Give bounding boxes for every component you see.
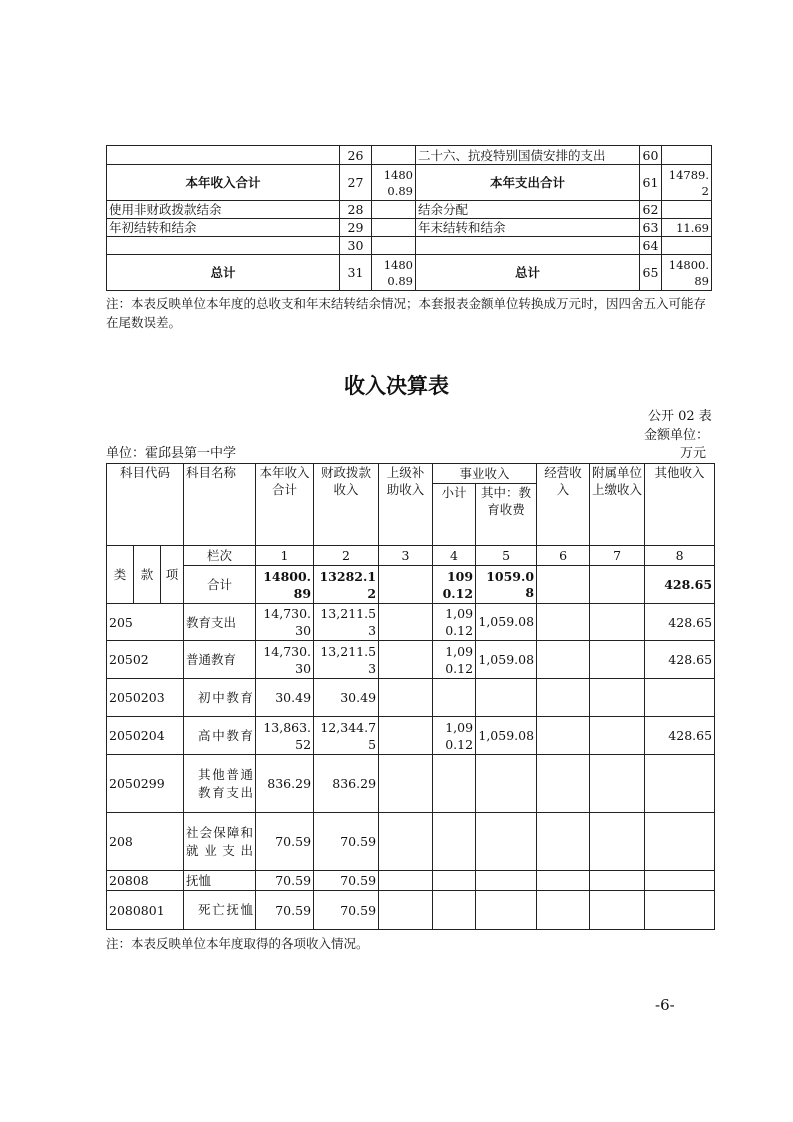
table-header-row bbox=[107, 464, 715, 484]
subject-name: 死亡抚恤 bbox=[184, 891, 256, 930]
subject-code: 2050204 bbox=[107, 717, 184, 755]
row-fiscal: 30.49 bbox=[314, 679, 379, 717]
subject-name: 高中教育 bbox=[184, 717, 256, 755]
table-row bbox=[107, 871, 715, 891]
right-line: 60 bbox=[640, 146, 662, 165]
left-line: 26 bbox=[340, 146, 372, 165]
amount-unit-value: 万元 bbox=[680, 446, 707, 461]
header-upper-subsidy: 上级补助收入 bbox=[379, 464, 433, 546]
row-edu-fee: 1,059.08 bbox=[476, 717, 537, 755]
right-line: 65 bbox=[640, 255, 662, 291]
class-label: 类 bbox=[107, 546, 134, 604]
total-upper-subsidy bbox=[379, 566, 433, 604]
row-total: 30.49 bbox=[256, 679, 314, 717]
row-upper-subsidy bbox=[379, 813, 433, 871]
col-number: 5 bbox=[476, 546, 537, 566]
subject-code: 205 bbox=[107, 604, 184, 641]
row-fiscal: 70.59 bbox=[314, 891, 379, 930]
header-subject-code: 科目代码 bbox=[107, 464, 184, 546]
subject-name: 抚恤 bbox=[184, 871, 256, 891]
row-fiscal: 70.59 bbox=[314, 813, 379, 871]
page-number: -6- bbox=[655, 996, 675, 1014]
right-label: 年末结转和结余 bbox=[416, 219, 640, 237]
total-affiliated bbox=[590, 566, 645, 604]
total-other: 428.65 bbox=[645, 566, 715, 604]
left-label bbox=[107, 146, 340, 165]
subject-code: 2050299 bbox=[107, 755, 184, 813]
row-operating bbox=[537, 641, 590, 679]
right-label: 结余分配 bbox=[416, 201, 640, 219]
row-upper-subsidy bbox=[379, 679, 433, 717]
row-total: 70.59 bbox=[256, 891, 314, 930]
item-label: 项 bbox=[161, 546, 184, 604]
total-edu-fee: 1059.08 bbox=[476, 566, 537, 604]
table-row bbox=[107, 679, 715, 717]
row-upper-subsidy bbox=[379, 717, 433, 755]
row-edu-fee bbox=[476, 755, 537, 813]
left-label: 本年收入合计 bbox=[107, 165, 340, 201]
row-subtotal bbox=[433, 679, 476, 717]
row-affiliated bbox=[590, 871, 645, 891]
left-amount bbox=[372, 219, 416, 237]
row-total: 13,863.52 bbox=[256, 717, 314, 755]
table-row bbox=[107, 813, 715, 871]
table-row bbox=[107, 755, 715, 813]
row-operating bbox=[537, 604, 590, 641]
right-line: 63 bbox=[640, 219, 662, 237]
row-upper-subsidy bbox=[379, 871, 433, 891]
table-row bbox=[107, 717, 715, 755]
left-line: 28 bbox=[340, 201, 372, 219]
row-upper-subsidy bbox=[379, 604, 433, 641]
row-total: 70.59 bbox=[256, 871, 314, 891]
left-amount bbox=[372, 201, 416, 219]
row-total: 14,730.30 bbox=[256, 604, 314, 641]
right-line: 62 bbox=[640, 201, 662, 219]
table-row bbox=[107, 237, 712, 255]
row-fiscal: 70.59 bbox=[314, 871, 379, 891]
row-operating bbox=[537, 717, 590, 755]
subject-code: 208 bbox=[107, 813, 184, 871]
left-amount bbox=[372, 237, 416, 255]
total-row bbox=[107, 566, 715, 604]
row-fiscal: 13,211.53 bbox=[314, 604, 379, 641]
header-total: 本年收入合计 bbox=[256, 464, 314, 546]
row-subtotal: 1,090.12 bbox=[433, 604, 476, 641]
table-row bbox=[107, 255, 712, 291]
subject-name: 教育支出 bbox=[184, 604, 256, 641]
income-expense-summary-table bbox=[106, 145, 712, 291]
total-fiscal: 13282.12 bbox=[314, 566, 379, 604]
table-row bbox=[107, 604, 715, 641]
page-title: 收入决算表 bbox=[344, 374, 449, 398]
right-label: 二十六、抗疫特别国债安排的支出 bbox=[416, 146, 640, 165]
row-other bbox=[645, 891, 715, 930]
row-operating bbox=[537, 871, 590, 891]
row-total: 836.29 bbox=[256, 755, 314, 813]
row-affiliated bbox=[590, 755, 645, 813]
right-label: 总计 bbox=[416, 255, 640, 291]
right-amount bbox=[662, 146, 712, 165]
row-other bbox=[645, 871, 715, 891]
row-affiliated bbox=[590, 641, 645, 679]
left-line: 29 bbox=[340, 219, 372, 237]
total-row-label: 合计 bbox=[184, 566, 256, 604]
header-edu-fee: 其中：教育收费 bbox=[476, 484, 537, 546]
left-amount: 14800.89 bbox=[372, 255, 416, 291]
right-label bbox=[416, 237, 640, 255]
row-affiliated bbox=[590, 604, 645, 641]
header-fiscal: 财政拨款收入 bbox=[314, 464, 379, 546]
col-number: 6 bbox=[537, 546, 590, 566]
header-other: 其他收入 bbox=[645, 464, 715, 546]
col-number: 2 bbox=[314, 546, 379, 566]
row-fiscal: 12,344.75 bbox=[314, 717, 379, 755]
row-total: 70.59 bbox=[256, 813, 314, 871]
row-edu-fee: 1,059.08 bbox=[476, 604, 537, 641]
header-affiliated: 附属单位上缴收入 bbox=[590, 464, 645, 546]
col-number: 3 bbox=[379, 546, 433, 566]
row-operating bbox=[537, 813, 590, 871]
row-upper-subsidy bbox=[379, 641, 433, 679]
total-amount: 14800.89 bbox=[256, 566, 314, 604]
row-affiliated bbox=[590, 813, 645, 871]
row-operating bbox=[537, 755, 590, 813]
subject-code: 2080801 bbox=[107, 891, 184, 930]
row-other: 428.65 bbox=[645, 604, 715, 641]
left-line: 31 bbox=[340, 255, 372, 291]
subject-code: 20808 bbox=[107, 871, 184, 891]
subject-code: 20502 bbox=[107, 641, 184, 679]
left-line: 27 bbox=[340, 165, 372, 201]
left-label bbox=[107, 237, 340, 255]
col-number: 7 bbox=[590, 546, 645, 566]
income-table-note: 注：本表反映单位本年度取得的各项收入情况。 bbox=[106, 936, 369, 951]
row-subtotal bbox=[433, 755, 476, 813]
col-label: 栏次 bbox=[184, 546, 256, 566]
row-affiliated bbox=[590, 717, 645, 755]
row-upper-subsidy bbox=[379, 755, 433, 813]
right-amount bbox=[662, 237, 712, 255]
header-operating: 经营收入 bbox=[537, 464, 590, 546]
table-row bbox=[107, 219, 712, 237]
right-line: 61 bbox=[640, 165, 662, 201]
left-amount bbox=[372, 146, 416, 165]
left-label: 使用非财政拨款结余 bbox=[107, 201, 340, 219]
row-operating bbox=[537, 891, 590, 930]
row-other bbox=[645, 755, 715, 813]
subject-name: 初中教育 bbox=[184, 679, 256, 717]
right-amount: 14800.89 bbox=[662, 255, 712, 291]
table-row bbox=[107, 165, 712, 201]
header-subject-name: 科目名称 bbox=[184, 464, 256, 546]
row-other bbox=[645, 813, 715, 871]
row-subtotal: 1,090.12 bbox=[433, 641, 476, 679]
form-code: 公开 02 表 bbox=[648, 409, 712, 424]
row-edu-fee bbox=[476, 871, 537, 891]
total-subtotal: 1090.12 bbox=[433, 566, 476, 604]
row-affiliated bbox=[590, 679, 645, 717]
right-label: 本年支出合计 bbox=[416, 165, 640, 201]
row-fiscal: 836.29 bbox=[314, 755, 379, 813]
table-row bbox=[107, 201, 712, 219]
right-amount bbox=[662, 201, 712, 219]
row-edu-fee bbox=[476, 891, 537, 930]
table-row bbox=[107, 146, 712, 165]
row-other bbox=[645, 679, 715, 717]
left-line: 30 bbox=[340, 237, 372, 255]
col-number: 1 bbox=[256, 546, 314, 566]
total-operating bbox=[537, 566, 590, 604]
right-amount: 11.69 bbox=[662, 219, 712, 237]
subject-name: 其他普通教育支出 bbox=[184, 755, 256, 813]
row-other: 428.65 bbox=[645, 717, 715, 755]
row-other: 428.65 bbox=[645, 641, 715, 679]
row-operating bbox=[537, 679, 590, 717]
table-row bbox=[107, 641, 715, 679]
row-total: 14,730.30 bbox=[256, 641, 314, 679]
subject-code: 2050203 bbox=[107, 679, 184, 717]
section-label: 款 bbox=[134, 546, 161, 604]
income-table bbox=[106, 463, 715, 930]
row-subtotal: 1,090.12 bbox=[433, 717, 476, 755]
row-fiscal: 13,211.53 bbox=[314, 641, 379, 679]
header-subtotal: 小计 bbox=[433, 484, 476, 546]
left-amount: 14800.89 bbox=[372, 165, 416, 201]
row-edu-fee: 1,059.08 bbox=[476, 641, 537, 679]
column-number-row bbox=[107, 546, 715, 566]
summary-table-note: 注：本表反映单位本年度的总收支和年末结转结余情况；本套报表金额单位转换成万元时，因四舍五入可能存在尾数误差。 bbox=[106, 296, 707, 330]
right-amount: 14789.2 bbox=[662, 165, 712, 201]
subject-name: 社会保障和就业支出 bbox=[184, 813, 256, 871]
left-label: 年初结转和结余 bbox=[107, 219, 340, 237]
row-affiliated bbox=[590, 891, 645, 930]
row-edu-fee bbox=[476, 813, 537, 871]
right-line: 64 bbox=[640, 237, 662, 255]
header-business: 事业收入 bbox=[433, 464, 537, 484]
organization: 单位：霍邱县第一中学 bbox=[106, 446, 237, 461]
table-row bbox=[107, 891, 715, 930]
row-upper-subsidy bbox=[379, 891, 433, 930]
row-subtotal bbox=[433, 871, 476, 891]
amount-unit-label: 金额单位： bbox=[644, 428, 710, 443]
col-number: 4 bbox=[433, 546, 476, 566]
row-subtotal bbox=[433, 891, 476, 930]
left-label: 总计 bbox=[107, 255, 340, 291]
col-number: 8 bbox=[645, 546, 715, 566]
row-subtotal bbox=[433, 813, 476, 871]
row-edu-fee bbox=[476, 679, 537, 717]
subject-name: 普通教育 bbox=[184, 641, 256, 679]
